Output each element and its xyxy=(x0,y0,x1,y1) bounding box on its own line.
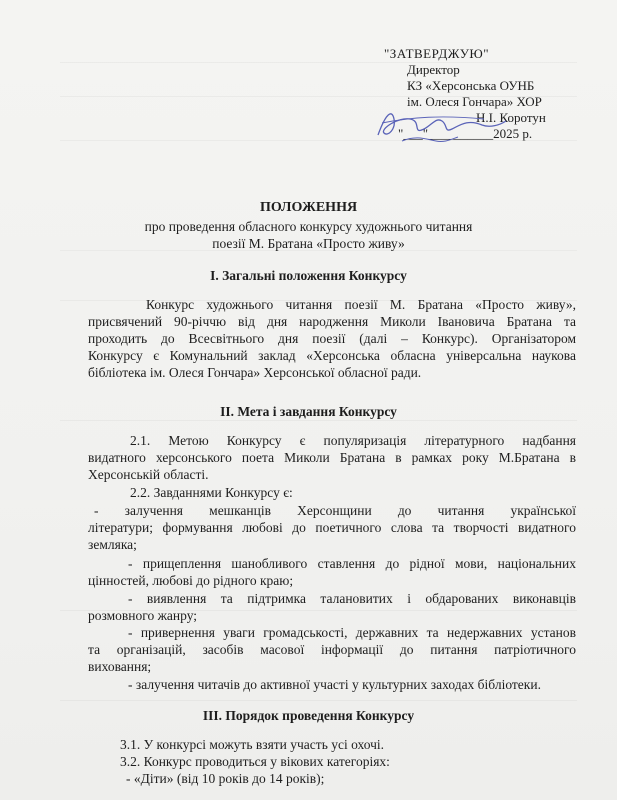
procedure-item: - «Діти» (від 10 років до 14 років); xyxy=(126,771,325,786)
task-item xyxy=(88,624,576,675)
text-line: Конкурс художнього читання поезії М. Братана «Просто живу», xyxy=(146,297,576,312)
task-item: - залучення читачів до активної участі у культурних заходах бібліотеки. xyxy=(128,677,541,692)
text-line: Херсонській області. xyxy=(88,467,209,482)
subtitle-line: поезії М. Братана «Просто живу» xyxy=(212,236,405,251)
section-heading: ІІІ. Порядок проведення Конкурсу xyxy=(202,708,415,723)
text-line: - прищеплення шанобливого ставлення до рідної мови, національних xyxy=(128,556,576,571)
text-line: видатного херсонського поета Миколи Братана в рамках року М.Братана в xyxy=(88,450,576,465)
approval-name: Н.І. Коротун xyxy=(476,110,546,125)
approval-org: КЗ «Херсонська ОУНБ xyxy=(407,78,535,93)
approval-title: "ЗАТВЕРДЖУЮ" xyxy=(384,46,490,61)
section-2-goal xyxy=(88,432,576,483)
text-line: проходить до Всесвітнього дня поезії (далі – Конкурс). Організатором xyxy=(88,331,576,346)
text-line: Конкурсу є Комунальний заклад «Херсонська обласна універсальна наукова xyxy=(88,348,576,363)
procedure-item: 3.1. У конкурсі можуть взяти участь усі охочі. xyxy=(120,737,385,752)
task-item xyxy=(88,555,576,589)
document-subtitle xyxy=(0,218,617,252)
text-line: - привернення уваги громадськості, державних та недержавних установ xyxy=(128,625,576,640)
text-line: бібліотека ім. Олеся Гончара» Херсонської обласної ради. xyxy=(88,365,422,380)
subtitle-line: про проведення обласного конкурсу художнього читання xyxy=(144,219,473,234)
approval-org2: ім. Олеся Гончара» ХОР xyxy=(407,94,542,109)
text-line: - залучення мешканців Херсонщини до читання української xyxy=(94,503,576,518)
approval-position: Директор xyxy=(407,62,460,77)
approval-block xyxy=(376,46,606,142)
text-line: земляка; xyxy=(88,537,137,552)
section-heading: ІІ. Мета і завдання Конкурсу xyxy=(220,404,397,419)
approval-date: "___"__________2025 р. xyxy=(398,126,533,141)
text-line: розмовного жанру; xyxy=(88,608,198,623)
text-line: виховання; xyxy=(88,659,152,674)
document-title: ПОЛОЖЕННЯ xyxy=(259,200,358,215)
procedure-item: 3.2. Конкурс проводиться у вікових категоріях: xyxy=(120,754,390,769)
section-1-paragraph xyxy=(88,296,576,381)
text-line: та організацій, засобів масової інформації до питання патріотичного xyxy=(88,642,576,657)
tasks-intro: 2.2. Завданнями Конкурсу є: xyxy=(130,485,293,500)
section-heading: І. Загальні положення Конкурсу xyxy=(210,268,407,283)
text-line: літератури; формування любові до поетичного слова та творчості видатного xyxy=(88,520,576,535)
task-item xyxy=(88,502,576,553)
text-line: - виявлення та підтримка талановитих і обдарованих виконавців xyxy=(128,591,576,606)
text-line: присвячений 90-річчю від дня народження Миколи Івановича Братана та xyxy=(88,314,576,329)
text-line: цінностей, любові до рідного краю; xyxy=(88,573,294,588)
task-item xyxy=(88,590,576,624)
text-line: 2.1. Метою Конкурсу є популяризація літературного надбання xyxy=(130,433,576,448)
